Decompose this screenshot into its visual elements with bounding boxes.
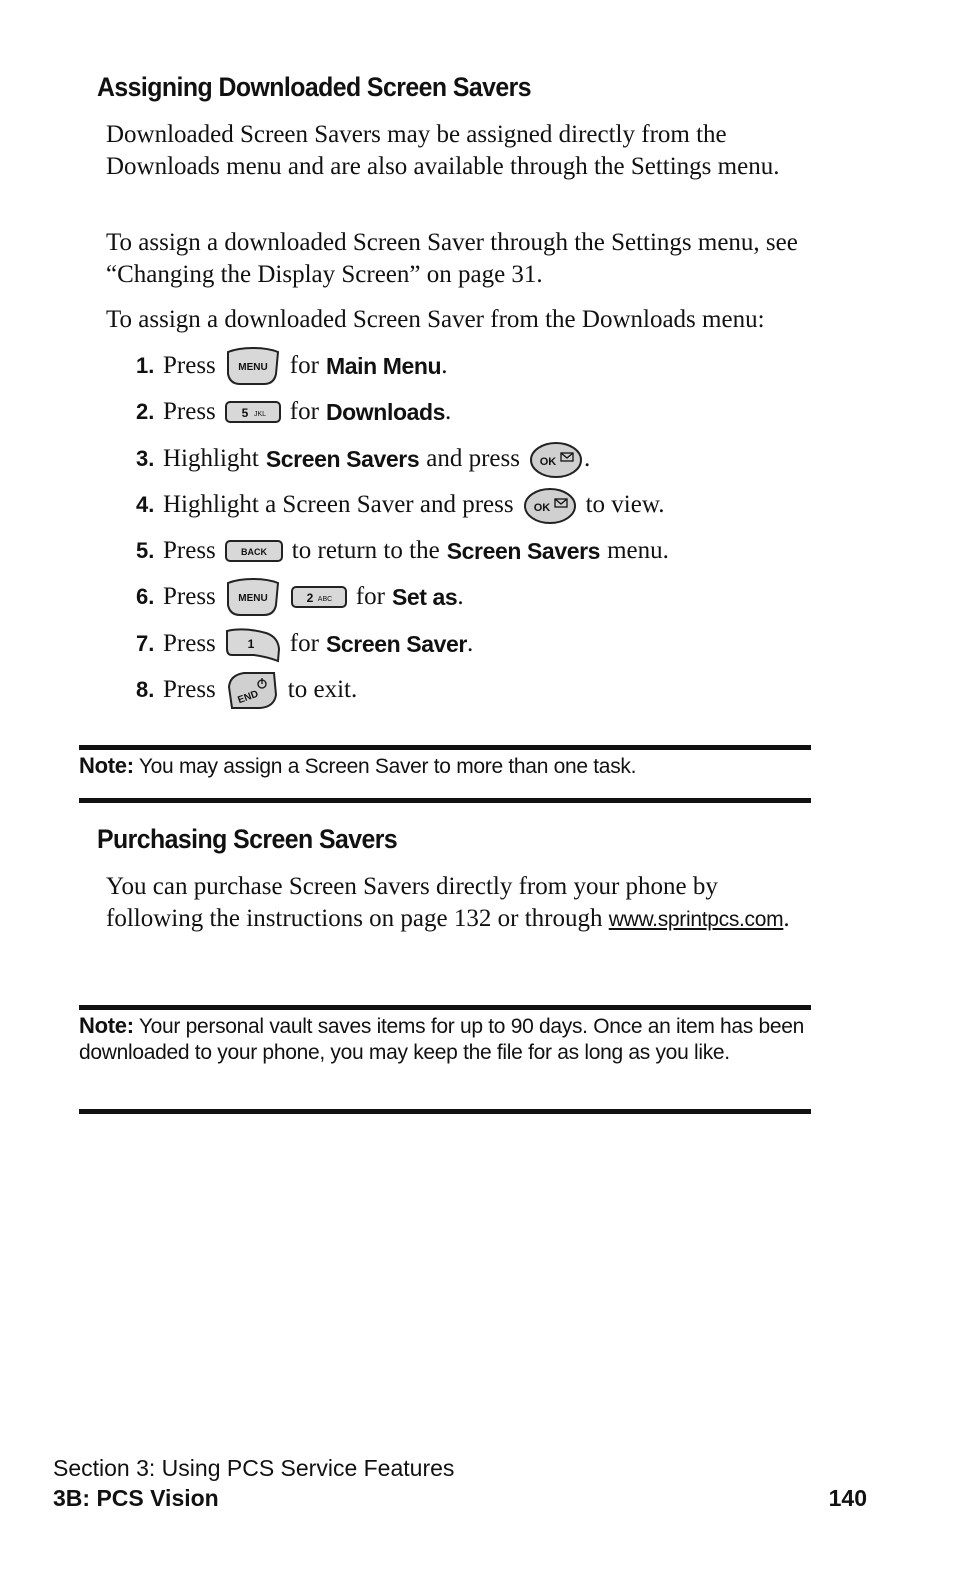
key-label: MENU xyxy=(238,593,268,604)
key-label: 5 xyxy=(241,406,249,420)
note-text: Your personal vault saves items for up to 90 days. Once an item has been downloaded to your phone, you may keep the file for as long as you like. xyxy=(79,1015,805,1064)
step-text: for xyxy=(355,583,385,610)
step-text: Press xyxy=(163,630,216,657)
step-text: for xyxy=(289,398,319,425)
key-sublabel: JKL xyxy=(253,411,266,418)
two-key-icon xyxy=(290,584,348,610)
step-bold: Main Menu xyxy=(325,352,442,379)
step-text: Press xyxy=(163,537,216,564)
step-7 xyxy=(136,624,473,664)
note-box-2 xyxy=(79,1013,811,1066)
note-bottom-rule xyxy=(79,798,811,803)
step-3 xyxy=(136,439,590,479)
paragraph-intro: Downloaded Screen Savers may be assigned directly from the Downloads menu and are also available through the Settings menu. xyxy=(106,121,780,180)
step-number: 6. xyxy=(136,584,155,609)
step-1 xyxy=(136,346,447,386)
step-number: 2. xyxy=(136,399,155,424)
key-label: END xyxy=(236,688,260,707)
note-top-rule xyxy=(79,1005,811,1010)
purchase-end: . xyxy=(783,905,790,932)
step-text: for xyxy=(289,630,319,657)
footer-chapter: 3B: PCS Vision xyxy=(53,1485,219,1511)
key-label: BACK xyxy=(240,547,267,557)
ok-key-icon xyxy=(522,484,578,526)
step-text: Press xyxy=(163,398,216,425)
step-number: 7. xyxy=(136,631,155,656)
step-8 xyxy=(136,670,357,710)
step-text: Press xyxy=(163,352,216,379)
note-text: You may assign a Screen Saver to more than one task. xyxy=(138,755,637,778)
step-end: . xyxy=(445,398,452,425)
footer-section: Section 3: Using PCS Service Features xyxy=(53,1455,455,1481)
paragraph-purchase xyxy=(106,871,806,936)
step-end: menu. xyxy=(607,537,669,564)
step-text: to return to the xyxy=(291,537,440,564)
step-text: to exit. xyxy=(287,676,358,703)
menu-key-icon xyxy=(224,577,282,617)
key-label: MENU xyxy=(238,362,268,373)
step-number: 4. xyxy=(136,492,155,517)
page-number: 140 xyxy=(828,1485,867,1511)
ok-key-icon xyxy=(528,438,584,480)
note-bottom-rule xyxy=(79,1109,811,1114)
step-bold: Set as xyxy=(391,583,458,610)
step-number: 8. xyxy=(136,677,155,702)
step-text: to view. xyxy=(585,491,665,518)
step-2 xyxy=(136,392,451,432)
step-text: and press xyxy=(426,445,520,472)
step-text: for xyxy=(289,352,319,379)
step-number: 5. xyxy=(136,538,155,563)
step-end: . xyxy=(441,352,448,379)
note-label: Note: xyxy=(79,1013,134,1038)
step-end: . xyxy=(466,630,474,657)
step-number: 3. xyxy=(136,446,155,471)
step-end: . xyxy=(583,445,591,472)
paragraph-settings: To assign a downloaded Screen Saver through the Settings menu, see “Changing the Display Screen” on page 31. xyxy=(106,229,798,288)
key-label: OK xyxy=(539,456,557,468)
step-text: Highlight xyxy=(163,445,259,472)
step-bold: Screen Savers xyxy=(446,537,601,564)
end-key-icon xyxy=(224,669,280,711)
key-label: OK xyxy=(533,502,550,514)
key-label: 1 xyxy=(247,637,255,651)
five-key-icon xyxy=(224,399,282,425)
step-bold: Downloads xyxy=(325,398,446,425)
step-text: Press xyxy=(163,583,216,610)
step-bold: Screen Savers xyxy=(265,445,420,472)
step-6 xyxy=(136,577,464,617)
section-heading-purchasing: Purchasing Screen Savers xyxy=(97,824,398,854)
key-label: 2 xyxy=(306,591,314,605)
sprint-link[interactable]: www.sprintpcs.com xyxy=(608,908,784,931)
step-text: Highlight a Screen Saver and press xyxy=(163,491,514,518)
step-bold: Screen Saver xyxy=(325,630,467,657)
paragraph-downloads: To assign a downloaded Screen Saver from the Downloads menu: xyxy=(106,306,765,333)
purchase-text: You can purchase Screen Savers directly from your phone by following the instructions on page 132 or through xyxy=(106,873,718,932)
step-text: Press xyxy=(163,676,216,703)
one-key-icon xyxy=(224,625,282,663)
step-number: 1. xyxy=(136,353,155,378)
key-sublabel: ABC xyxy=(317,596,332,603)
note-top-rule xyxy=(79,745,811,750)
back-key-icon xyxy=(224,538,284,564)
step-5 xyxy=(136,531,669,571)
step-4 xyxy=(136,485,665,525)
note-box-1 xyxy=(79,753,811,780)
note-label: Note: xyxy=(79,753,134,778)
menu-key-icon xyxy=(224,346,282,386)
section-heading-assigning: Assigning Downloaded Screen Savers xyxy=(97,72,532,102)
step-end: . xyxy=(457,583,464,610)
